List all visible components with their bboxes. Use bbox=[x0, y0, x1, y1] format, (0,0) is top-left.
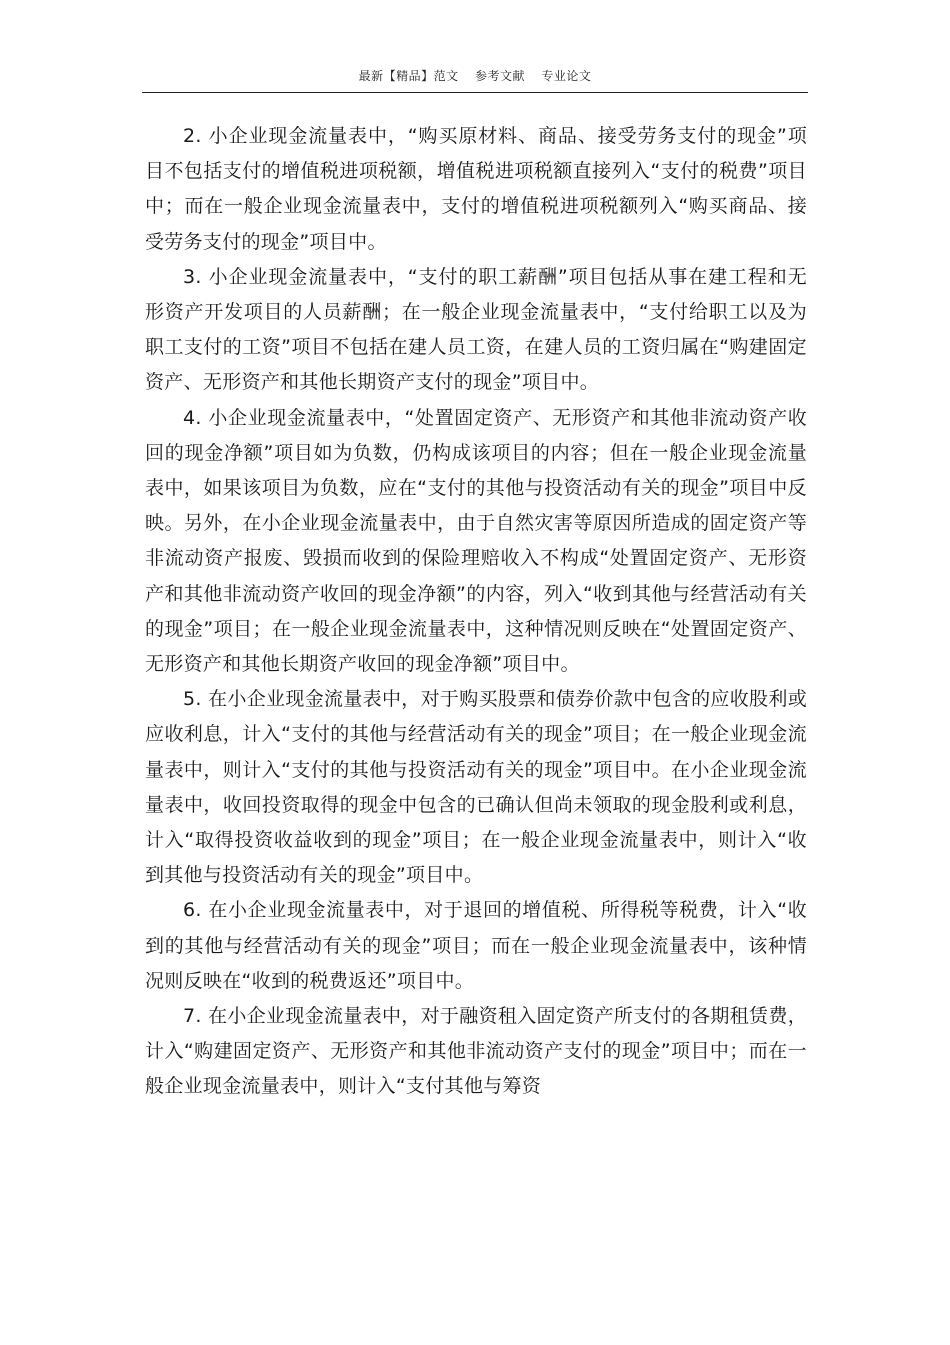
paragraph-2: 2. 小企业现金流量表中，“购买原材料、商品、接受劳务支付的现金”项目不包括支付的增值税进项税额，增值税进项税额直接列入“支付的税费”项目中；而在一般企业现金流量表中，支付的增值税进项税额列入“购买商品、接受劳务支付的现金”项目中。 bbox=[145, 125, 807, 253]
paragraph-4: 4. 小企业现金流量表中，“处置固定资产、无形资产和其他非流动资产收回的现金净额”项目如为负数，仍构成该项目的内容；但在一般企业现金流量表中，如果该项目为负数，应在“支付的其他与投资活动有关的现金”项目中反映。另外，在小企业现金流量表中，由于自然灾害等原因所造成的固定资产等非流动资产报废、毁损而收到的保险理赔收入不构成“处置固定资产、无形资产和其他非流动资产收回的现金净额”的内容，列入“收到其他与经营活动有关的现金”项目；在一般企业现金流量表中，这种情况则反映在“处置固定资产、无形资产和其他长期资产收回的现金净额”项目中。 bbox=[145, 406, 807, 676]
paragraph-5: 5. 在小企业现金流量表中，对于购买股票和债券价款中包含的应收股利或应收利息，计入“支付的其他与经营活动有关的现金”项目；在一般企业现金流量表中，则计入“支付的其他与投资活动有关的现金”项目中。在小企业现金流量表中，收回投资取得的现金中包含的已确认但尚未领取的现金股利或利息，计入“取得投资收益收到的现金”项目；在一般企业现金流量表中，则计入“收到其他与投资活动有关的现金”项目中。 bbox=[145, 688, 807, 887]
paragraph-7: 7. 在小企业现金流量表中，对于融资租入固定资产所支付的各期租赁费，计入“购建固定资产、无形资产和其他非流动资产支付的现金”项目中；而在一般企业现金流量表中，则计入“支付其他与筹资 bbox=[145, 1005, 807, 1098]
header-item-latest-essays: 最新【精品】范文 bbox=[358, 69, 459, 83]
document-body bbox=[145, 119, 807, 1105]
header-item-professional-papers: 专业论文 bbox=[541, 69, 592, 83]
header-item-references: 参考文献 bbox=[474, 69, 525, 83]
paragraph-3: 3. 小企业现金流量表中，“支付的职工薪酬”项目包括从事在建工程和无形资产开发项目的人员薪酬；在一般企业现金流量表中，“支付给职工以及为职工支付的工资”项目不包括在建人员工资，在建人员的工资归属在“购建固定资产、无形资产和其他长期资产支付的现金”项目中。 bbox=[145, 265, 807, 394]
page-header bbox=[142, 62, 808, 93]
paragraph-6: 6. 在小企业现金流量表中，对于退回的增值税、所得税等税费，计入“收到的其他与经营活动有关的现金”项目；而在一般企业现金流量表中，该种情况则反映在“收到的税费返还”项目中。 bbox=[145, 899, 807, 992]
